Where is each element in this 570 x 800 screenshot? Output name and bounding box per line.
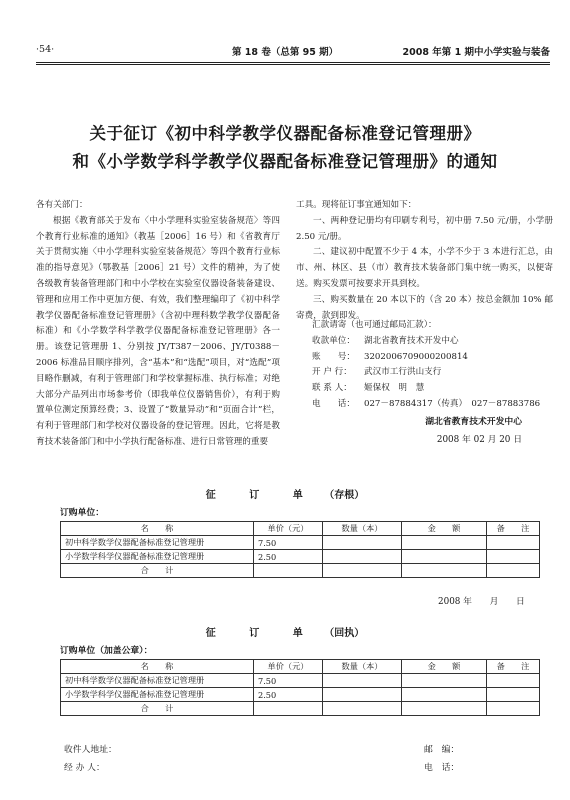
quantity-cell[interactable] [323, 674, 402, 688]
form-title-char: 订 [249, 628, 260, 639]
item-one: 一、两种登记册均有印刷专利号，初中册 7.50 元/册，小学册 2.50 元/册。 [296, 215, 553, 242]
form-title-char: 征 [205, 490, 216, 501]
issuing-organization: 湖北省教育技术开发中心 [425, 417, 522, 427]
header-amount: 金 额 [402, 522, 487, 536]
order-unit-stamp-label: 订购单位（加盖公章）： [60, 646, 153, 656]
remarks-cell[interactable] [487, 674, 540, 688]
total-label: 合 计 [61, 564, 254, 578]
contact-row [312, 350, 552, 366]
header-price: 单价（元） [254, 522, 323, 536]
table-header-row [61, 660, 540, 674]
item-price: 2.50 [254, 688, 323, 702]
remarks-cell[interactable] [487, 536, 540, 550]
table-header-row [61, 522, 540, 536]
header-amount: 金 额 [402, 660, 487, 674]
contact-key: 联 系 人： [312, 383, 352, 394]
total-amount-cell[interactable] [402, 702, 487, 716]
contact-key: 电 话： [312, 398, 355, 409]
total-quantity-cell[interactable] [323, 564, 402, 578]
item-price: 2.50 [254, 550, 323, 564]
header-remarks: 备 注 [487, 660, 540, 674]
contact-key: 开 户 行： [312, 367, 352, 378]
amount-cell[interactable] [402, 550, 487, 564]
header-name: 名 称 [61, 660, 254, 674]
header-remarks: 备 注 [487, 522, 540, 536]
total-remarks-cell[interactable] [487, 564, 540, 578]
issue-date: 2008 年 02 月 20 日 [436, 435, 522, 445]
contact-value: 湖北省教育技术开发中心 [364, 335, 459, 346]
item-price: 7.50 [254, 536, 323, 550]
right-column [296, 198, 553, 324]
header-price: 单价（元） [254, 660, 323, 674]
contact-row [312, 365, 552, 381]
order-unit-label: 订购单位： [60, 508, 104, 518]
contact-value: 027－87884317（传真） 027－87883786 [364, 398, 541, 409]
contact-key: 收款单位： [312, 335, 355, 346]
greeting: 各有关部门： [36, 200, 88, 210]
item-name: 初中科学数学仪器配备标准登记管理册 [61, 674, 254, 688]
remarks-cell[interactable] [487, 550, 540, 564]
item-name: 初中科学数学仪器配备标准登记管理册 [61, 536, 254, 550]
table-row [61, 550, 540, 564]
item-name: 小学数学科学仪器配备标准登记管理册 [61, 550, 254, 564]
contact-value: 姬保权 明 慧 [364, 383, 425, 394]
quantity-cell[interactable] [323, 688, 402, 702]
page-title-line-2: 和《小学数学科学教学仪器配备标准登记管理册》的通知 [72, 152, 498, 171]
form-subtitle: （存根） [324, 490, 365, 501]
page-number: ·54· [36, 44, 55, 55]
item-name: 小学数学科学仪器配备标准登记管理册 [61, 688, 254, 702]
form-date-line: 2008 年 月 日 [438, 597, 525, 607]
body-paragraph: 根据《教育部关于发布〈中小学理科实验室装备规范〉等四个教育行业标准的通知》（教基［2006］16 号）和《省教育厅关于贯彻实施〈中小学理科实验室装备规范〉等四个教育行业标准的指导意见》（鄂教基［2006］21 号）文件的精神，为了使各级教育装备管理部门和中小学校在实验室仪器设备装备建设、管理和应用工作中更加方便、有效，我们整理编印了《初中科学教学仪器配备标准登记管理册》（含初中理科数学教学仪器配备标准）和《小学数学科学教学仪器配备标准登记管理册》各一册。该登记管理册 1、分别按 JY/T387－2006、JY/T0388－2006 标准品目顺序排列，含“基本”和“选配”项目，对“选配”项目略作删减，有利于管理部门和学校掌握标准、执行标准；对绝大部分产品列出市场参考价（即我单位仪器销售价），有利于购置单位测定预算经费；3、设置了“数量异动”和“页面合计”栏，有利于管理部门和学校对仪器设备的登记管理。因此，它将是教育技术装备部门和中小学执行配备标准、进行日常管理的重要 [36, 215, 280, 447]
table-row [61, 688, 540, 702]
amount-cell[interactable] [402, 674, 487, 688]
recipient-address-label: 收件人地址： [64, 745, 117, 755]
phone-label: 电 话： [424, 763, 460, 773]
form-title-char: 订 [249, 490, 260, 501]
total-price-cell [254, 702, 323, 716]
header-rule-2 [36, 64, 550, 65]
handler-label: 经 办 人： [64, 763, 105, 773]
contact-key: 账 号： [312, 351, 355, 362]
header-rule [36, 62, 550, 63]
header-quantity: 数量（本） [323, 522, 402, 536]
amount-cell[interactable] [402, 688, 487, 702]
total-price-cell [254, 564, 323, 578]
total-amount-cell[interactable] [402, 564, 487, 578]
total-remarks-cell[interactable] [487, 702, 540, 716]
form-stub-title [0, 486, 570, 501]
postcode-label: 邮 编： [424, 745, 460, 755]
journal-name: 2008 年第 1 期中小学实验与装备 [402, 47, 550, 58]
contact-value: 3202006709000200814 [364, 351, 468, 362]
contact-row [312, 381, 552, 397]
form-subtitle: （回执） [324, 628, 365, 639]
order-table-stub [60, 521, 540, 578]
total-row [61, 702, 540, 716]
form-title-char: 单 [292, 628, 303, 639]
total-row [61, 564, 540, 578]
volume-info: 第 18 卷（总第 95 期） [232, 47, 339, 58]
contact-key: 汇款请寄（也可通过邮局汇款）： [312, 320, 437, 330]
quantity-cell[interactable] [323, 550, 402, 564]
form-title-char: 征 [205, 628, 216, 639]
page-title-line-1: 关于征订《初中科学教学仪器配备标准登记管理册》 [89, 124, 481, 143]
remarks-cell[interactable] [487, 688, 540, 702]
contact-value: 武汉市工行洪山支行 [364, 367, 442, 378]
header-quantity: 数量（本） [323, 660, 402, 674]
table-row [61, 674, 540, 688]
item-price: 7.50 [254, 674, 323, 688]
item-two: 二、建议初中配置不少于 4 本，小学不少于 3 本进行汇总，由市、州、林区、县（市）教育技术装备部门集中统一购买，以便寄送。购买发票可按要求开具到校。 [296, 247, 553, 289]
total-label: 合 计 [61, 702, 254, 716]
contact-row [312, 334, 552, 350]
table-row [61, 536, 540, 550]
form-title-char: 单 [292, 490, 303, 501]
quantity-cell[interactable] [323, 536, 402, 550]
order-table-receipt [60, 659, 540, 716]
form-receipt-title [0, 624, 570, 639]
contact-row [312, 397, 552, 413]
item-three: 三、购买数量在 20 本以下的（含 20 本）按总金额加 10% 邮寄费，款到即发。 [296, 294, 553, 321]
contact-row [312, 318, 552, 334]
intro-line: 工具。现将征订事宜通知如下： [296, 200, 417, 210]
running-header [36, 44, 550, 58]
header-name: 名 称 [61, 522, 254, 536]
amount-cell[interactable] [402, 536, 487, 550]
left-column [36, 198, 280, 451]
remittance-info [312, 318, 552, 413]
total-quantity-cell[interactable] [323, 702, 402, 716]
